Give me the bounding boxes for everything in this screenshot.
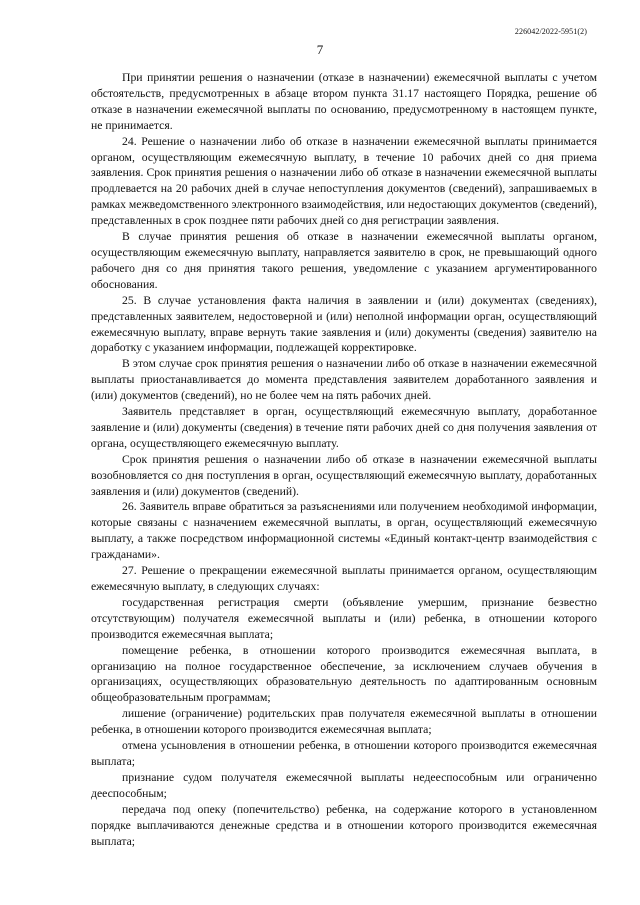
paragraph: При принятии решения о назначении (отказе в назначении) ежемесячной выплаты с учетом обстоятельств, предусмотренных в абзаце втором пункта 31.17 настоящего Порядка, решение об отказе в назначении ежемесячной выплаты по основанию, предусмотренному в настоящем пункте, не принимается.	[91, 71, 597, 132]
paragraph: 26. Заявитель вправе обратиться за разъяснениями или получением необходимой информации, которые связаны с назначением ежемесячной выплаты, в орган, осуществляющий ежемесячную выплату, а также посредством информационной системы «Единый контакт-центр взаимодействия с гражданами».	[91, 500, 597, 562]
paragraph: Срок принятия решения о назначении либо об отказе в назначении ежемесячной выплаты возобновляется со дня поступления в орган, осуществляющий ежемесячную выплату, доработанных заявления и (или) документов (сведений).	[91, 452, 597, 498]
paragraph: передача под опеку (попечительство) ребенка, на содержание которого в установленном порядке выплачиваются денежные средства и в отношении которого производится ежемесячная выплата;	[91, 802, 597, 848]
paragraph: Заявитель представляет в орган, осуществляющий ежемесячную выплату, доработанное заявление и (или) документы (сведения) в течение пяти рабочих дней со дня получения заявления от органа, осуществляющего ежемесячную выплату.	[91, 405, 597, 450]
paragraph: признание судом получателя ежемесячной выплаты недееспособным или ограниченно дееспособным;	[91, 770, 597, 800]
paragraph: отмена усыновления в отношении ребенка, в отношении которого производится ежемесячная выплата;	[91, 739, 597, 768]
paragraph: государственная регистрация смерти (объявление умершим, признание безвестно отсутствующим) получателя ежемесячной выплаты и (или) ребенка, в отношении которого производится ежемесячная выплата;	[91, 595, 597, 641]
page-number: 7	[316, 42, 324, 57]
document-body	[91, 70, 597, 849]
paragraph: лишение (ограничение) родительских прав получателя ежемесячной выплаты в отношении ребенка, в отношении которого производится ежемесячная выплата;	[91, 707, 597, 737]
paragraph: 27. Решение о прекращении ежемесячной выплаты принимается органом, осуществляющим ежемесячную выплату, в следующих случаях:	[91, 564, 597, 593]
document-registration-number: 226042/2022-5951(2)	[514, 27, 587, 36]
paragraph: помещение ребенка, в отношении которого производится ежемесячная выплата, в организацию на полное государственное обеспечение, за исключением случаев обучения в организациях, осуществляющих образовательную деятельность по адаптированным основным общеобразовательным программам;	[91, 643, 597, 705]
paragraph: В случае принятия решения об отказе в назначении ежемесячной выплаты органом, осуществляющим ежемесячную выплату, направляется заявителю в срок, не превышающий одного рабочего дня со дня принятия такого решения, уведомление с указанием аргументированного обоснования.	[91, 230, 597, 291]
paragraph: 24. Решение о назначении либо об отказе в назначении ежемесячной выплаты принимается органом, осуществляющим ежемесячную выплату, в течение 10 рабочих дней со дня приема заявления. Срок принятия решения о назначении либо об отказе в назначении ежемесячной выплаты продлевается на 20 рабочих дней в случае непоступления документов (сведений), запрашиваемых в рамках межведомственного электронного взаимодействия, или недостающих документов (сведений), представленных в срок позднее пяти рабочих дней со дня регистрации заявления.	[91, 134, 597, 228]
paragraph: В этом случае срок принятия решения о назначении либо об отказе в назначении ежемесячной выплаты приостанавливается до момента представления заявителем доработанного заявления и (или) документов (сведений), но не более чем на пять рабочих дней.	[91, 357, 597, 403]
paragraph: 25. В случае установления факта наличия в заявлении и (или) документах (сведениях), представленных заявителем, недостоверной и (или) неполной информации орган, осуществляющий ежемесячную выплату, вправе вернуть такие заявления и (или) документы (сведения) заявителю на доработку с указанием информации, подлежащей корректировке.	[91, 293, 597, 355]
